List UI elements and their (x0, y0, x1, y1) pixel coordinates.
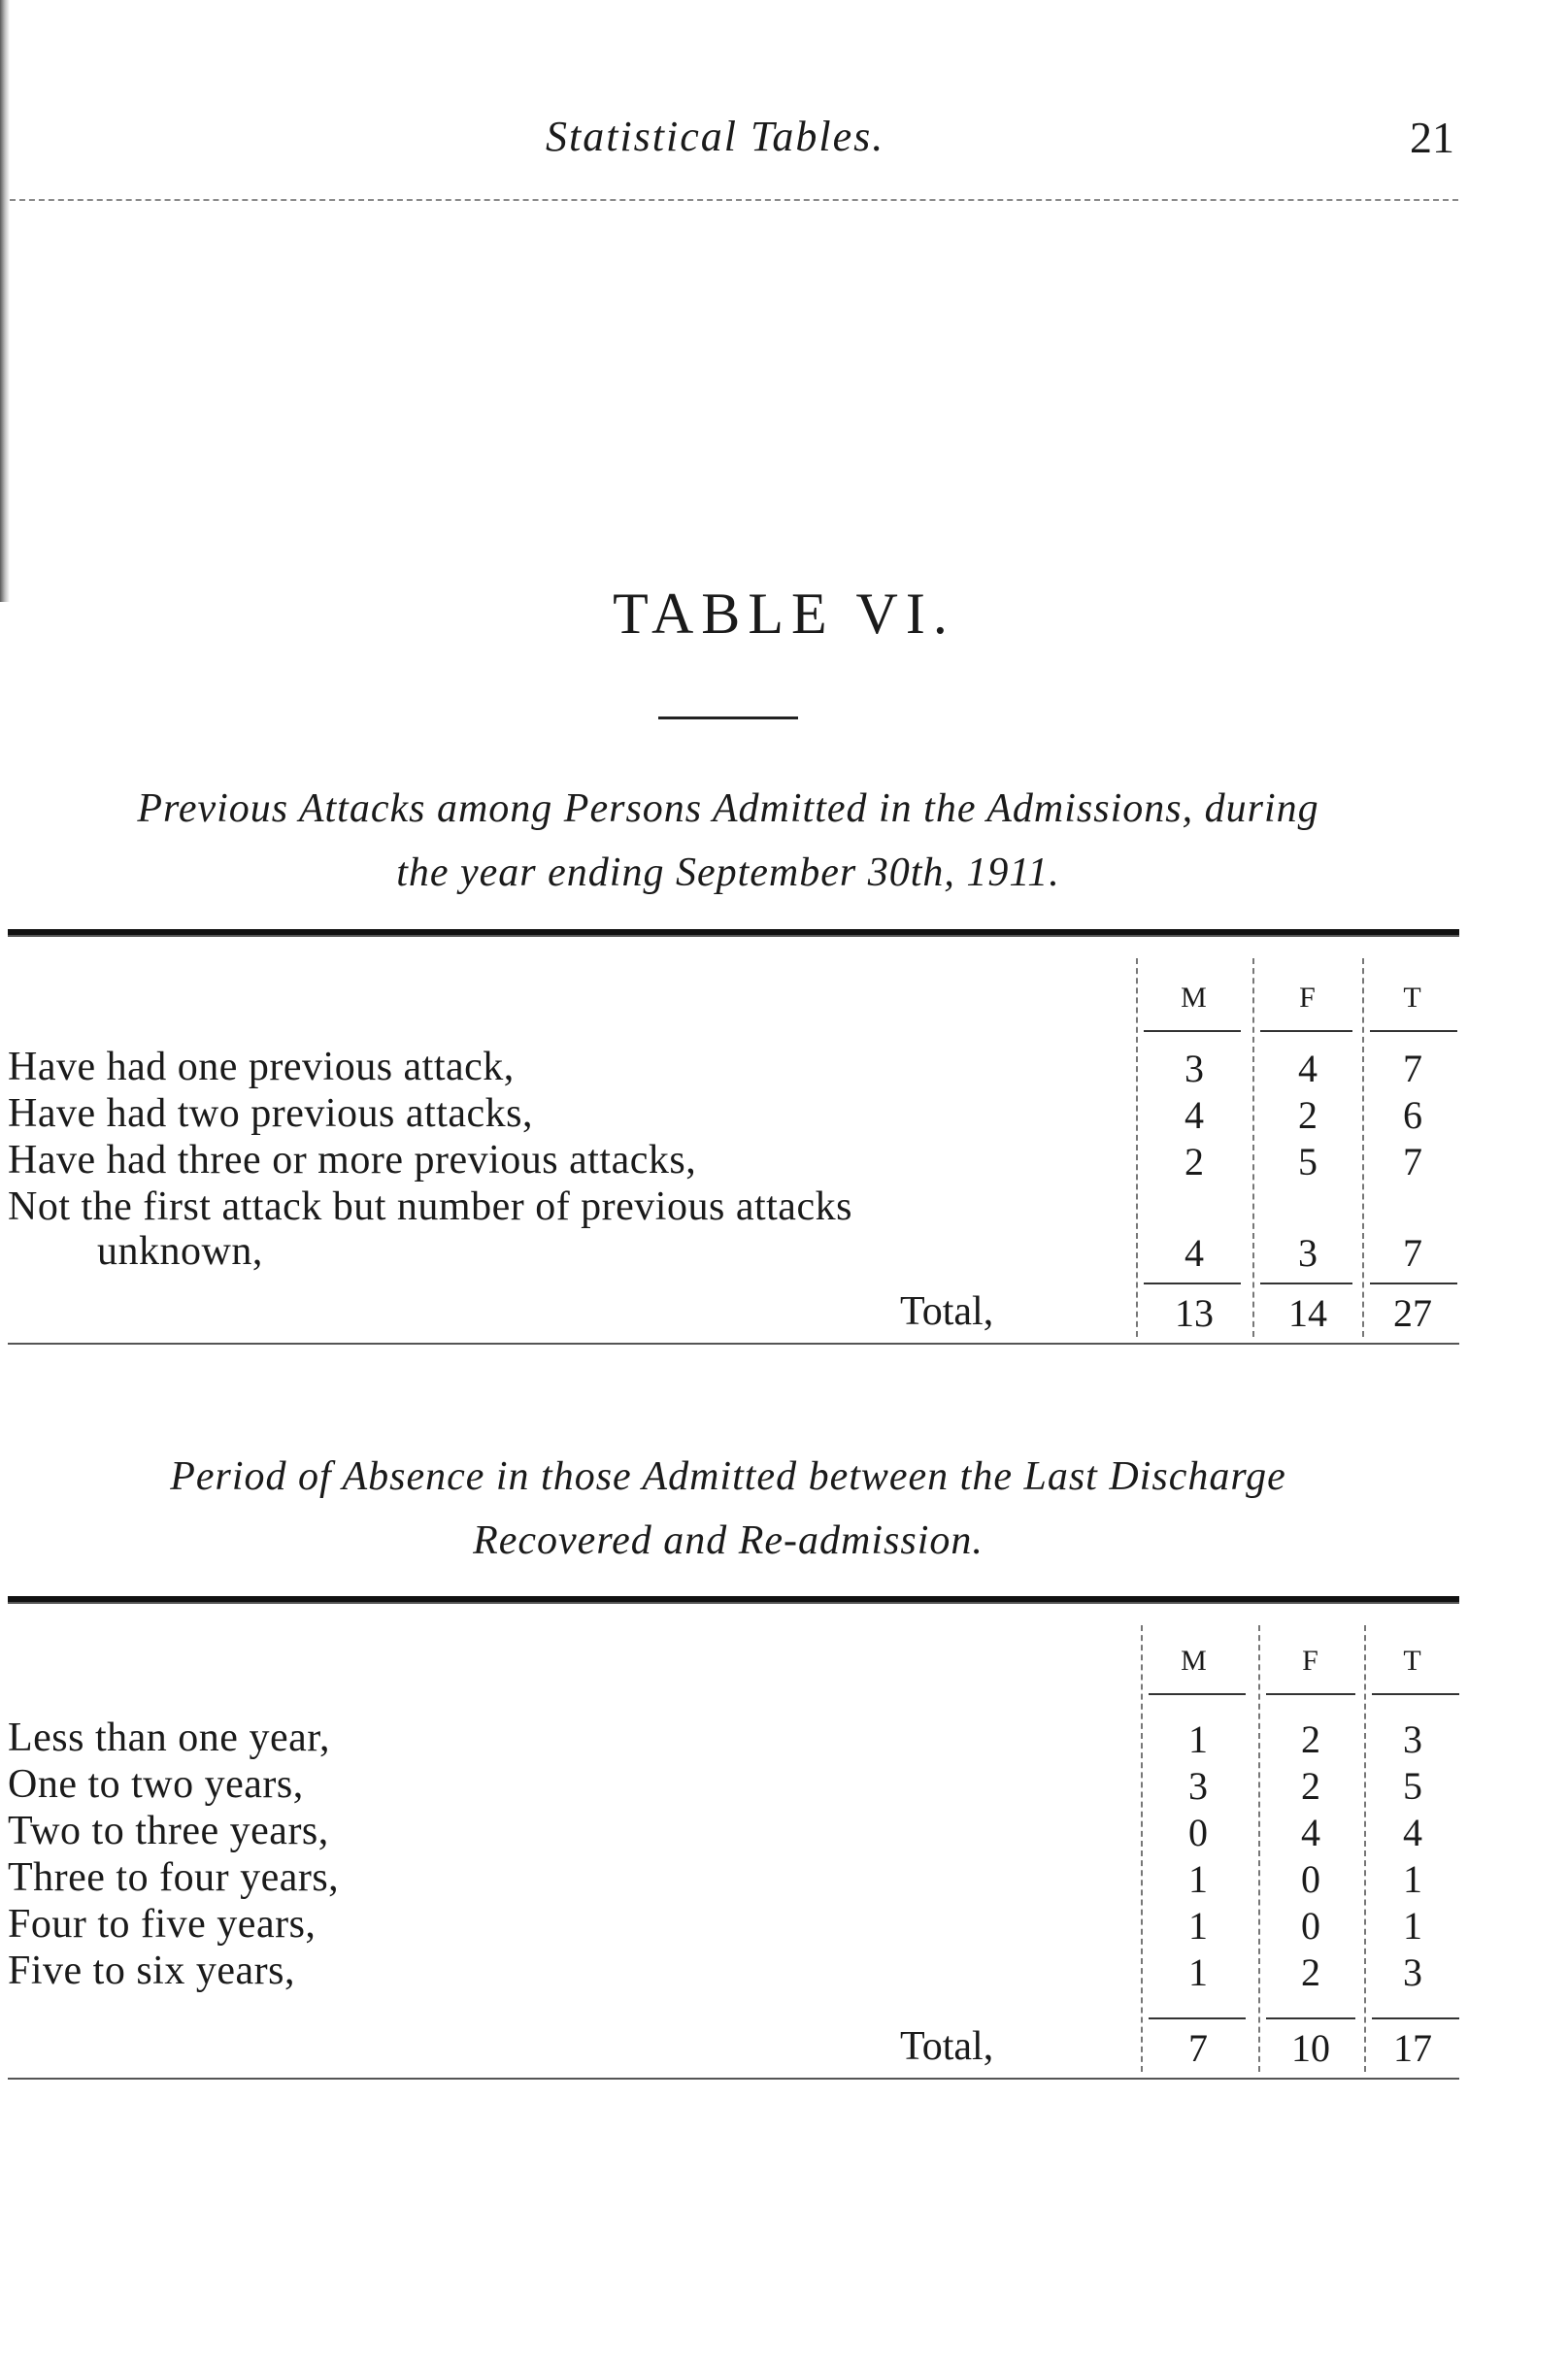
row-label: Have had two previous attacks, (8, 1091, 534, 1136)
row-label: Two to three years, (8, 1809, 329, 1853)
total-overline (1144, 1283, 1241, 1284)
row-label: Have had three or more previous attacks, (8, 1138, 697, 1183)
column-header-t: T (1403, 1645, 1422, 1677)
row-label: Less than one year, (8, 1716, 331, 1760)
cell-m: 2 (1184, 1140, 1204, 1183)
table-title: TABLE VI. (613, 582, 955, 646)
header-underline (1372, 1693, 1459, 1695)
total-overline (1260, 1283, 1352, 1284)
cell-f: 2 (1301, 1764, 1320, 1808)
table-top-rule (8, 1596, 1459, 1604)
total-m: 7 (1188, 2026, 1208, 2070)
column-divider (1362, 958, 1364, 1337)
cell-m: 4 (1184, 1231, 1204, 1275)
cell-m: 1 (1188, 1857, 1208, 1901)
running-title: Statistical Tables. (546, 113, 885, 160)
total-t: 27 (1393, 1291, 1432, 1335)
cell-f: 4 (1301, 1811, 1320, 1854)
cell-t: 1 (1403, 1904, 1422, 1948)
row-label: Four to five years, (8, 1902, 317, 1947)
cell-m: 4 (1184, 1093, 1204, 1137)
cell-f: 5 (1298, 1140, 1318, 1183)
total-overline (1370, 1283, 1457, 1284)
cell-t: 3 (1403, 1950, 1422, 1994)
cell-f: 2 (1301, 1717, 1320, 1761)
total-overline (1149, 2017, 1246, 2019)
cell-t: 6 (1403, 1093, 1422, 1137)
total-m: 13 (1175, 1291, 1214, 1335)
column-header-t: T (1403, 982, 1422, 1014)
total-t: 17 (1393, 2026, 1432, 2070)
column-header-f: F (1302, 1645, 1319, 1677)
page-edge-shadow (0, 0, 10, 602)
header-underline (1144, 1030, 1241, 1032)
cell-t: 4 (1403, 1811, 1422, 1854)
header-underline (1266, 1693, 1355, 1695)
section1-caption (0, 777, 1456, 905)
cell-f: 3 (1298, 1231, 1318, 1275)
header-underline (1370, 1030, 1457, 1032)
table-top-rule (8, 929, 1459, 937)
row-label: Three to four years, (8, 1855, 340, 1900)
cell-f: 4 (1298, 1047, 1318, 1090)
cell-t: 7 (1403, 1231, 1422, 1275)
section2-caption-line1: Period of Absence in those Admitted between the Last Discharge (170, 1454, 1286, 1499)
column-divider (1258, 1625, 1260, 2072)
period-of-absence-table (0, 1596, 1568, 2101)
cell-m: 3 (1184, 1047, 1204, 1090)
cell-t: 1 (1403, 1857, 1422, 1901)
cell-m: 1 (1188, 1717, 1208, 1761)
page-number: 21 (1410, 113, 1454, 162)
cell-f: 2 (1301, 1950, 1320, 1994)
header-rule (10, 199, 1458, 201)
column-divider (1252, 958, 1254, 1337)
column-header-f: F (1299, 982, 1317, 1014)
column-divider (1364, 1625, 1366, 2072)
cell-t: 7 (1403, 1047, 1422, 1090)
table-bottom-rule (8, 1343, 1459, 1345)
section2-caption (0, 1445, 1456, 1573)
row-label: One to two years, (8, 1762, 304, 1807)
cell-f: 0 (1301, 1857, 1320, 1901)
cell-m: 1 (1188, 1950, 1208, 1994)
column-header-m: M (1181, 1645, 1208, 1677)
title-rule (658, 716, 798, 719)
column-header-m: M (1181, 982, 1208, 1014)
cell-m: 0 (1188, 1811, 1208, 1854)
cell-t: 5 (1403, 1764, 1422, 1808)
column-divider (1141, 1625, 1143, 2072)
cell-m: 3 (1188, 1764, 1208, 1808)
total-f: 14 (1288, 1291, 1327, 1335)
total-label: Total, (900, 2024, 994, 2069)
header-underline (1149, 1693, 1246, 1695)
total-label: Total, (900, 1289, 994, 1334)
total-overline (1372, 2017, 1459, 2019)
row-label: Not the first attack but number of previous attacks (8, 1184, 852, 1229)
header-underline (1260, 1030, 1352, 1032)
previous-attacks-table (0, 929, 1568, 1385)
cell-f: 0 (1301, 1904, 1320, 1948)
cell-f: 2 (1298, 1093, 1318, 1137)
total-f: 10 (1291, 2026, 1330, 2070)
cell-m: 1 (1188, 1904, 1208, 1948)
section2-caption-line2: Recovered and Re-admission. (473, 1518, 984, 1563)
column-divider (1136, 958, 1138, 1337)
section1-caption-line1: Previous Attacks among Persons Admitted in the Admissions, during (137, 786, 1319, 831)
section1-caption-line2: the year ending September 30th, 1911. (396, 850, 1060, 895)
table-bottom-rule (8, 2078, 1459, 2080)
running-head (0, 112, 1568, 170)
cell-t: 3 (1403, 1717, 1422, 1761)
total-overline (1266, 2017, 1355, 2019)
row-label-continued: unknown, (97, 1229, 263, 1274)
row-label: Five to six years, (8, 1949, 295, 1993)
cell-t: 7 (1403, 1140, 1422, 1183)
row-label: Have had one previous attack, (8, 1045, 515, 1089)
